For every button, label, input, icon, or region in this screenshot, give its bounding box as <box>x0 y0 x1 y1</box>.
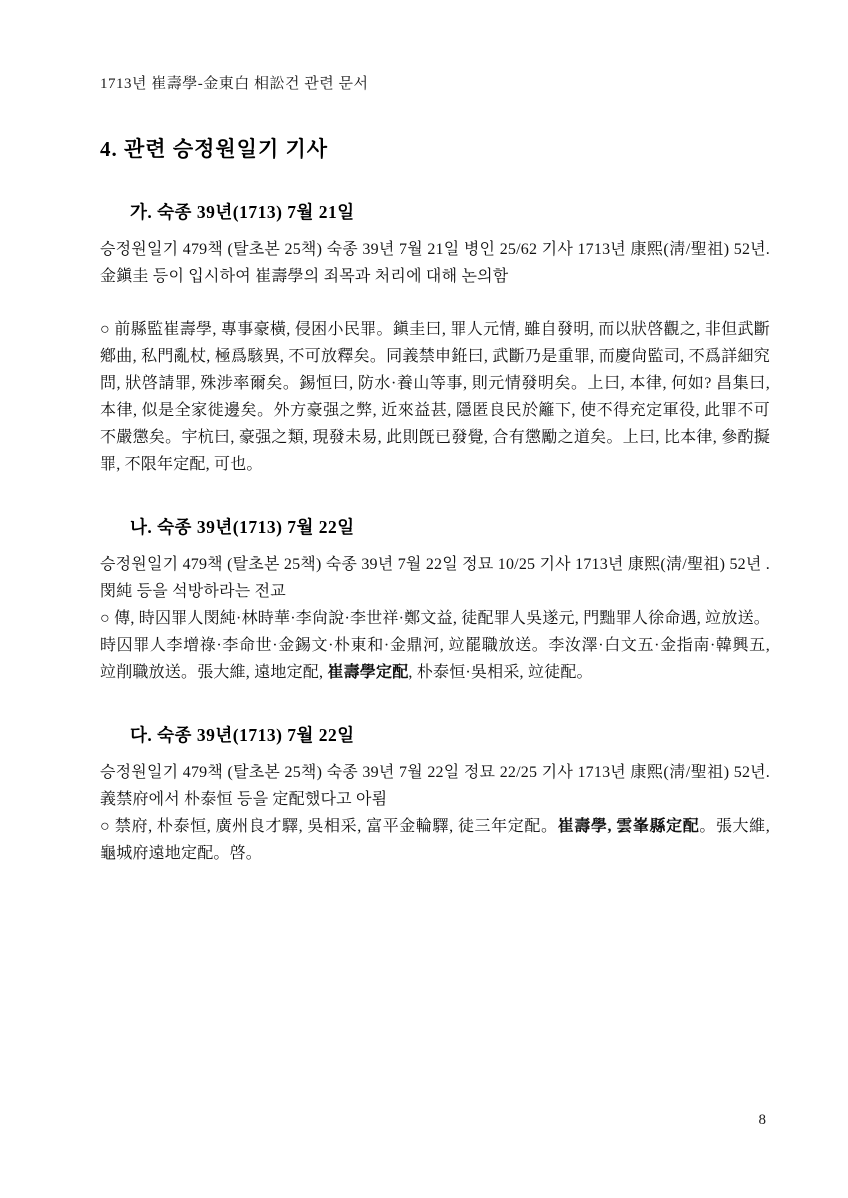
section-na-heading: 나. 숙종 39년(1713) 7월 22일 <box>130 517 355 537</box>
emphasized-text-segment: 崔壽學, 雲峯縣定配 <box>557 818 700 835</box>
document-header: 1713년 崔壽學-金東白 相訟건 관련 문서 <box>100 76 369 92</box>
emphasized-text-segment: 崔壽學定配 <box>327 664 409 681</box>
section-ga-body <box>100 316 770 478</box>
section-na-body <box>100 605 770 686</box>
section-da-body <box>100 813 770 867</box>
text-segment: , 朴泰恒·吳相采, 竝徒配。 <box>408 664 593 681</box>
text-segment: 。張大維, 龜城府遠地定配。啓。 <box>100 818 770 862</box>
section-ga-heading: 가. 숙종 39년(1713) 7월 21일 <box>130 202 355 222</box>
text-segment: ○ 傳, 時囚罪人閔純·林時華·李尙說·李世祥·鄭文益, 徒配罪人吳遂元, 門黜罪人徐命遇, 竝放送。時囚罪人李增祿·李命世·金錫文·朴東和·金鼎河, 竝罷職放送。李汝澤·白文五·金指南·韓興五, 竝削職放送。張大維, 遠地定配, <box>100 610 770 681</box>
section-ga <box>100 199 770 478</box>
section-na <box>100 514 770 686</box>
page-number: 8 <box>758 1112 766 1128</box>
section-da-meta: 승정원일기 479책 (탈초본 25책) 숙종 39년 7월 22일 정묘 22/25 기사 1713년 康熙(淸/聖祖) 52년. 義禁府에서 朴泰恒 등을 定配했다고 아룀 <box>100 764 770 808</box>
section-ga-meta: 승정원일기 479책 (탈초본 25책) 숙종 39년 7월 21일 병인 25/62 기사 1713년 康熙(淸/聖祖) 52년. 金鎭圭 등이 입시하여 崔壽學의 죄목과 처리에 대해 논의함 <box>100 241 770 285</box>
text-segment: ○ 禁府, 朴泰恒, 廣州良才驛, 吳相采, 富平金輪驛, 徒三年定配。 <box>100 818 558 835</box>
section-da <box>100 722 770 867</box>
section-da-heading: 다. 숙종 39년(1713) 7월 22일 <box>130 725 355 745</box>
section-na-meta: 승정원일기 479책 (탈초본 25책) 숙종 39년 7월 22일 정묘 10/25 기사 1713년 康熙(淸/聖祖) 52년 . 閔純 등을 석방하라는 전교 <box>100 556 770 600</box>
text-segment: ○ 前縣監崔壽學, 專事豪橫, 侵困小民罪。鎭圭曰, 罪人元情, 雖自發明, 而以狀啓觀之, 非但武斷鄕曲, 私門亂杖, 極爲駭異, 不可放釋矣。同義禁申銋曰, 武斷乃是重罪, 而慶尙監司, 不爲詳細究問, 狀啓請罪, 殊涉率爾矣。錫恒曰, 防水·養山等事, 則元情發明矣。上曰, 本律, 何如? 昌集曰, 本律, 似是全家徙邊矣。外方豪强之弊, 近來益甚, 隱匿良民於籬下, 使不得充定軍役, 此罪不可不嚴懲矣。宇杭曰, 豪强之類, 現發未易, 此則旣已發覺, 合有懲勵之道矣。上曰, 比本律, 參酌擬罪, 不限年定配, 可也。 <box>100 321 770 473</box>
page-title: 4. 관련 승정원일기 기사 <box>100 137 329 161</box>
